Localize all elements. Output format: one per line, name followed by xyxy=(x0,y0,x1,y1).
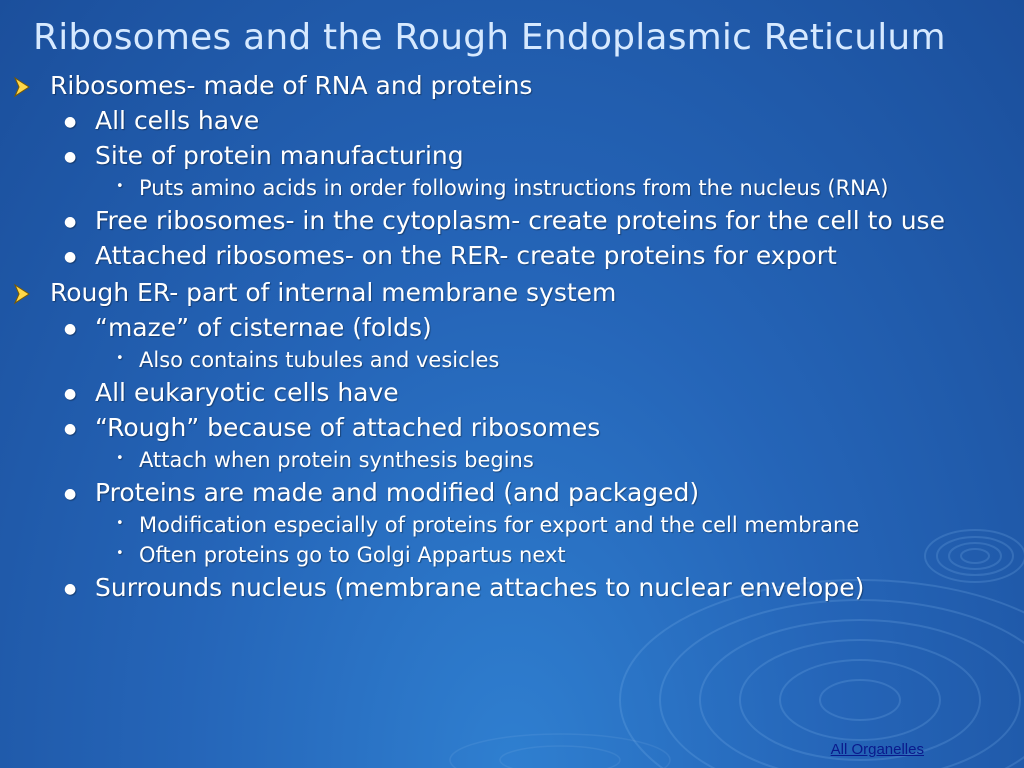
slide-title: Ribosomes and the Rough Endoplasmic Reticulum xyxy=(33,17,946,58)
bullet-item-level3 xyxy=(0,347,1024,373)
bullet-item-level1 xyxy=(0,278,1024,308)
small-dot-bullet-icon: • xyxy=(116,451,124,466)
dot-bullet-icon: ● xyxy=(64,249,77,265)
bullet-text: Rough ER- part of internal membrane system xyxy=(50,278,617,307)
dot-bullet-icon: ● xyxy=(64,581,77,597)
bullet-item-level3 xyxy=(0,512,1024,538)
bullet-text: All eukaryotic cells have xyxy=(95,378,399,407)
bullet-text: Often proteins go to Golgi Appartus next xyxy=(139,543,566,567)
bullet-text: Ribosomes- made of RNA and proteins xyxy=(50,71,533,100)
bullet-text: Proteins are made and modified (and packaged) xyxy=(95,478,700,507)
dot-bullet-icon: ● xyxy=(64,486,77,502)
bullet-text: All cells have xyxy=(95,106,260,135)
bullet-item-level2 xyxy=(0,573,1024,603)
all-organelles-link[interactable]: All Organelles xyxy=(830,741,924,758)
bullet-item-level2 xyxy=(0,413,1024,443)
bullet-item-level1 xyxy=(0,71,1024,101)
dot-bullet-icon: ● xyxy=(64,421,77,437)
small-dot-bullet-icon: • xyxy=(116,546,124,561)
dot-bullet-icon: ● xyxy=(64,149,77,165)
bullet-item-level3 xyxy=(0,175,1024,201)
bullet-item-level3 xyxy=(0,447,1024,473)
bullet-text: Attached ribosomes- on the RER- create proteins for export xyxy=(95,241,837,270)
arrow-bullet-icon xyxy=(13,282,31,304)
bullet-list xyxy=(0,64,1024,605)
bullet-text: “Rough” because of attached ribosomes xyxy=(95,413,601,442)
small-dot-bullet-icon: • xyxy=(116,351,124,366)
small-dot-bullet-icon: • xyxy=(116,179,124,194)
bullet-item-level2 xyxy=(0,206,1024,236)
bullet-text: Modification especially of proteins for export and the cell membrane xyxy=(139,513,860,537)
bullet-text: Site of protein manufacturing xyxy=(95,141,464,170)
dot-bullet-icon: ● xyxy=(64,321,77,337)
dot-bullet-icon: ● xyxy=(64,386,77,402)
bullet-text: Free ribosomes- in the cytoplasm- create proteins for the cell to use xyxy=(95,206,945,235)
bullet-item-level2 xyxy=(0,106,1024,136)
dot-bullet-icon: ● xyxy=(64,114,77,130)
bullet-item-level2 xyxy=(0,141,1024,171)
bullet-item-level2 xyxy=(0,241,1024,271)
arrow-bullet-icon xyxy=(13,75,31,97)
bullet-item-level2 xyxy=(0,313,1024,343)
bullet-text: Also contains tubules and vesicles xyxy=(139,348,500,372)
small-dot-bullet-icon: • xyxy=(116,516,124,531)
bullet-item-level3 xyxy=(0,542,1024,568)
bullet-text: “maze” of cisternae (folds) xyxy=(95,313,432,342)
dot-bullet-icon: ● xyxy=(64,214,77,230)
bullet-text: Attach when protein synthesis begins xyxy=(139,448,534,472)
bullet-item-level2 xyxy=(0,378,1024,408)
bullet-text: Puts amino acids in order following instructions from the nucleus (RNA) xyxy=(139,176,889,200)
bullet-text: Surrounds nucleus (membrane attaches to nuclear envelope) xyxy=(95,573,865,602)
bullet-item-level2 xyxy=(0,478,1024,508)
